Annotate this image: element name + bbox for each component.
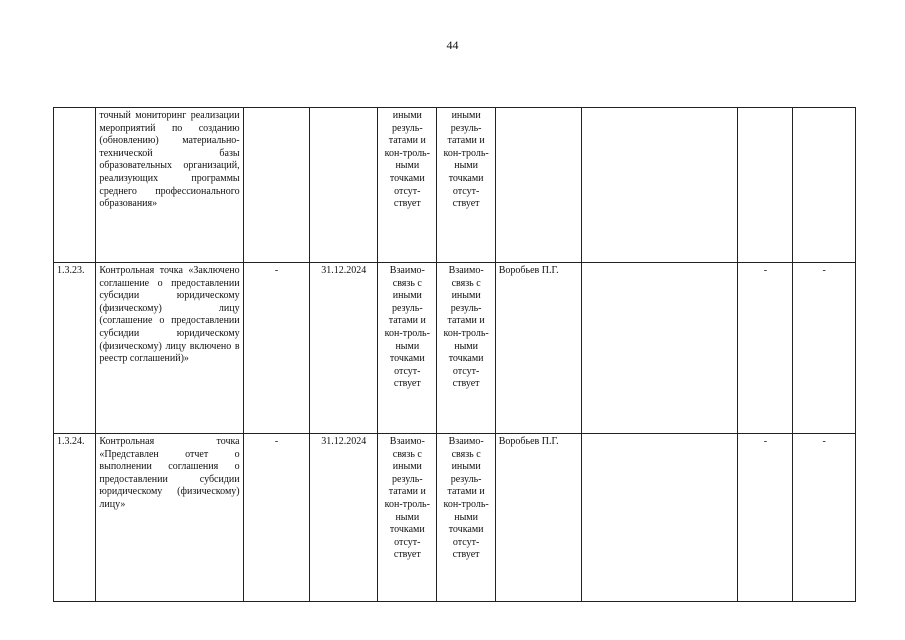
row-mark-cell-2: -: [793, 263, 856, 434]
table-row: [54, 434, 856, 602]
row-responsible-cell: Воробьев П.Г.: [495, 263, 581, 434]
row-dash-cell: -: [243, 434, 310, 602]
row-dash-cell: [243, 108, 310, 263]
page-number: 44: [446, 38, 459, 52]
row-date-cell: 31.12.2024: [310, 434, 378, 602]
row-number-cell: [54, 108, 96, 263]
row-responsible-cell: Воробьев П.Г.: [495, 434, 581, 602]
row-name-cell: Контрольная точка «Представлен отчет о выполнении соглашения о предоставлении субсидии юридическому (физическому) лицу»: [96, 434, 243, 602]
row-relation-cell-1: Взаимо-связь с иными резуль-татами и кон-троль-ными точками отсут-ствует: [378, 434, 437, 602]
row-responsible-cell: [495, 108, 581, 263]
row-relation-cell-2: Взаимо-связь с иными резуль-татами и кон-троль-ными точками отсут-ствует: [437, 434, 495, 602]
row-dash-cell: -: [243, 263, 310, 434]
row-mark-cell-1: [738, 108, 793, 263]
row-number-cell: 1.3.23.: [54, 263, 96, 434]
row-mark-cell-1: -: [738, 434, 793, 602]
row-relation-cell-2: иными резуль-татами и кон-троль-ными точками отсут-ствует: [437, 108, 495, 263]
row-name-cell: Контрольная точка «Заключено соглашение о предоставлении субсидии юридическому (физическому) лицу (соглашение о предоставлении субсидии юридическому (физическому) лицу включено в реестр соглашений)»: [96, 263, 243, 434]
row-empty-cell: [581, 263, 738, 434]
row-relation-cell-2: Взаимо-связь с иными резуль-татами и кон-троль-ными точками отсут-ствует: [437, 263, 495, 434]
row-mark-cell-2: -: [793, 434, 856, 602]
row-date-cell: [310, 108, 378, 263]
row-empty-cell: [581, 108, 738, 263]
row-date-cell: 31.12.2024: [310, 263, 378, 434]
row-name-cell: точный мониторинг реализации мероприятий по созданию (обновлению) материально-технической базы образовательных организаций, реализующих программы среднего профессионального образования»: [96, 108, 243, 263]
row-mark-cell-1: -: [738, 263, 793, 434]
table-row: [54, 108, 856, 263]
row-mark-cell-2: [793, 108, 856, 263]
row-empty-cell: [581, 434, 738, 602]
row-number-cell: 1.3.24.: [54, 434, 96, 602]
row-relation-cell-1: Взаимо-связь с иными резуль-татами и кон-троль-ными точками отсут-ствует: [378, 263, 437, 434]
plan-table: [53, 107, 856, 602]
row-relation-cell-1: иными резуль-татами и кон-троль-ными точками отсут-ствует: [378, 108, 437, 263]
table-row: [54, 263, 856, 434]
